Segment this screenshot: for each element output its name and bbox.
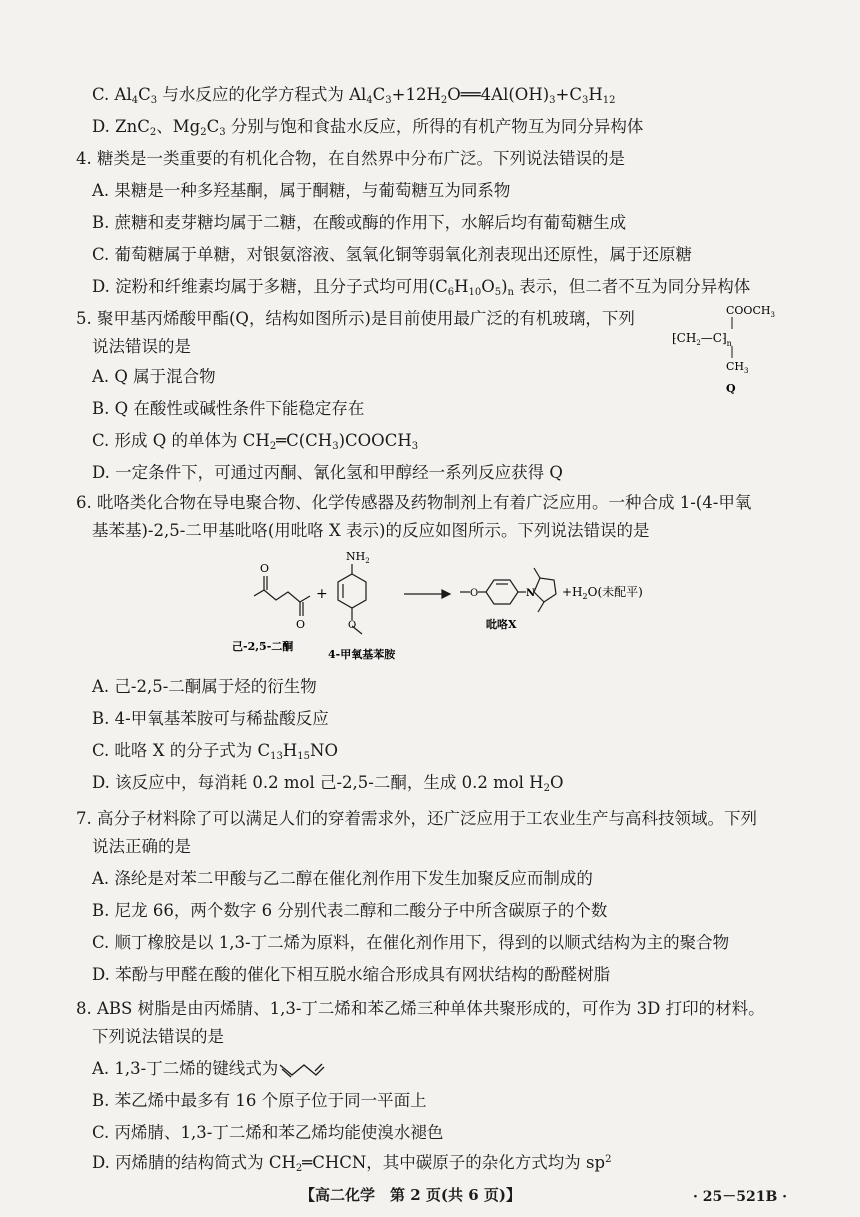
q4-option-d: D. 淀粉和纤维素均属于多糖，且分子式均可用$(C_6H_{10}O_5)_n$ 表示，但二者不互为同分异构体 (92, 277, 751, 298)
q7-option-d: D. 苯酚与甲醛在酸的催化下相互脱水缩合形成具有网状结构的酚醛树脂 (92, 965, 611, 984)
q7-stem-line1: 7. 高分子材料除了可以满足人们的穿着需求外，还广泛应用于工农业生产与高科技领域。下列 (76, 809, 757, 828)
q5-option-d: D. 一定条件下，可通过丙酮、氰化氢和甲醇经一系列反应获得 Q (92, 463, 563, 482)
fig-plus: + (316, 586, 328, 602)
q8-option-c: C. 丙烯腈、1,3-丁二烯和苯乙烯均能使溴水褪色 (92, 1123, 444, 1142)
fig-o-methoxy: O (348, 620, 357, 631)
q7-option-a: A. 涤纶是对苯二甲酸与乙二醇在催化剂作用下发生加聚反应而制成的 (92, 869, 593, 888)
fig-ch3-label: $CH_3$ (726, 360, 749, 375)
butadiene-skeletal-figure (278, 1059, 326, 1079)
fig-name-hexanedione: 己-2,5-二酮 (232, 640, 294, 653)
paper-code: · 25－521B · (693, 1189, 788, 1205)
q8-stem-line2: 下列说法错误的是 (92, 1027, 224, 1046)
fig-water: $+H_2O$(未配平) (562, 585, 643, 601)
q7-option-c: C. 顺丁橡胶是以 1,3-丁二烯为原料，在催化剂作用下，得到的以顺式结构为主的聚合物 (92, 933, 730, 952)
q5-option-b: B. Q 在酸性或碱性条件下能稳定存在 (92, 399, 365, 418)
q4-option-b: B. 蔗糖和麦芽糖均属于二糖，在酸或酶的作用下，水解后均有葡萄糖生成 (92, 213, 627, 232)
fig-name-methoxyaniline: 4-甲氧基苯胺 (328, 648, 396, 661)
q8-stem-line1: 8. ABS 树脂是由丙烯腈、1,3-丁二烯和苯乙烯三种单体共聚形成的，可作为 3D 打印的材料。 (76, 999, 765, 1018)
fig-o1: O (260, 562, 270, 575)
pyrrole-reaction-figure (228, 548, 678, 666)
q7-option-b: B. 尼龙 66，两个数字 6 分别代表二醇和二酸分子中所含碳原子的个数 (92, 901, 608, 920)
q5-option-c: C. 形成 Q 的单体为 $CH_2═C(CH_3)COOCH_3$ (92, 431, 419, 452)
q5-stem-line2: 说法错误的是 (92, 337, 191, 356)
q6-stem-line2: 基苯基)-2,5-二甲基吡咯(用吡咯 X 表示)的反应如图所示。下列说法错误的是 (92, 521, 650, 540)
fig-chain-label: $⁅CH_2—C⁆_n$ (672, 331, 732, 348)
q5-stem-line1: 5. 聚甲基丙烯酸甲酯(Q，结构如图所示)是目前使用最广泛的有机玻璃，下列 (76, 309, 635, 328)
q8-option-d: D. 丙烯腈的结构简式为 $CH_2═CHCN$，其中碳原子的杂化方式均为 $sp^2$ (92, 1153, 612, 1174)
q6-option-c: C. 吡咯 X 的分子式为 $C_{13}H_{15}NO$ (92, 741, 338, 762)
reaction-arrow (404, 590, 450, 598)
fig-nh2: $NH_2$ (346, 550, 370, 565)
q6-option-b: B. 4-甲氧基苯胺可与稀盐酸反应 (92, 709, 329, 728)
q6-option-a: A. 己-2,5-二酮属于烃的衍生物 (92, 677, 317, 696)
fig-o2: O (296, 618, 306, 631)
q3-option-d: D. ZnC$_2$、$Mg_2C_3$ 分别与饱和食盐水反应，所得的有机产物互为同分异构体 (92, 117, 644, 138)
q6-stem-line1: 6. 吡咯类化合物在导电聚合物、化学传感器及药物制剂上有着广泛应用。一种合成 1-(4-甲氧 (76, 493, 752, 512)
q3-option-c: C. $Al_4C_3$ 与水反应的化学方程式为 $Al_4C_3+12H_2O══4Al(OH)_3+C_3H_{12}$ (92, 85, 616, 106)
page-footer: 【高二化学 第 2 页(共 6 页)】 (300, 1186, 521, 1204)
q8-option-a: A. 1,3-丁二烯的键线式为 (92, 1058, 326, 1080)
q7-stem-line2: 说法正确的是 (92, 837, 191, 856)
q8-option-b: B. 苯乙烯中最多有 16 个原子位于同一平面上 (92, 1091, 427, 1110)
fig-name-pyrrole: 吡咯X (486, 618, 517, 631)
q5-option-a: A. Q 属于混合物 (92, 367, 216, 386)
hexanedione-structure (254, 576, 310, 616)
fig-q-label: Q (726, 382, 736, 395)
q4-option-a: A. 果糖是一种多羟基酮，属于酮糖，与葡萄糖互为同系物 (92, 181, 511, 200)
q4-stem: 4. 糖类是一类重要的有机化合物，在自然界中分布广泛。下列说法错误的是 (76, 149, 625, 168)
pmma-structure-figure (668, 300, 788, 400)
q6-option-d: D. 该反应中，每消耗 0.2 mol 己-2,5-二酮，生成 0.2 mol $H_2O$ (92, 773, 564, 794)
fig-o-pyrrole: O (470, 588, 479, 599)
fig-cooch3-label: $COOCH_3$ (726, 304, 775, 319)
q4-option-c: C. 葡萄糖属于单糖，对银氨溶液、氢氧化铜等弱氧化剂表现出还原性，属于还原糖 (92, 245, 693, 264)
fig-n-pyrrole: N (526, 588, 536, 599)
